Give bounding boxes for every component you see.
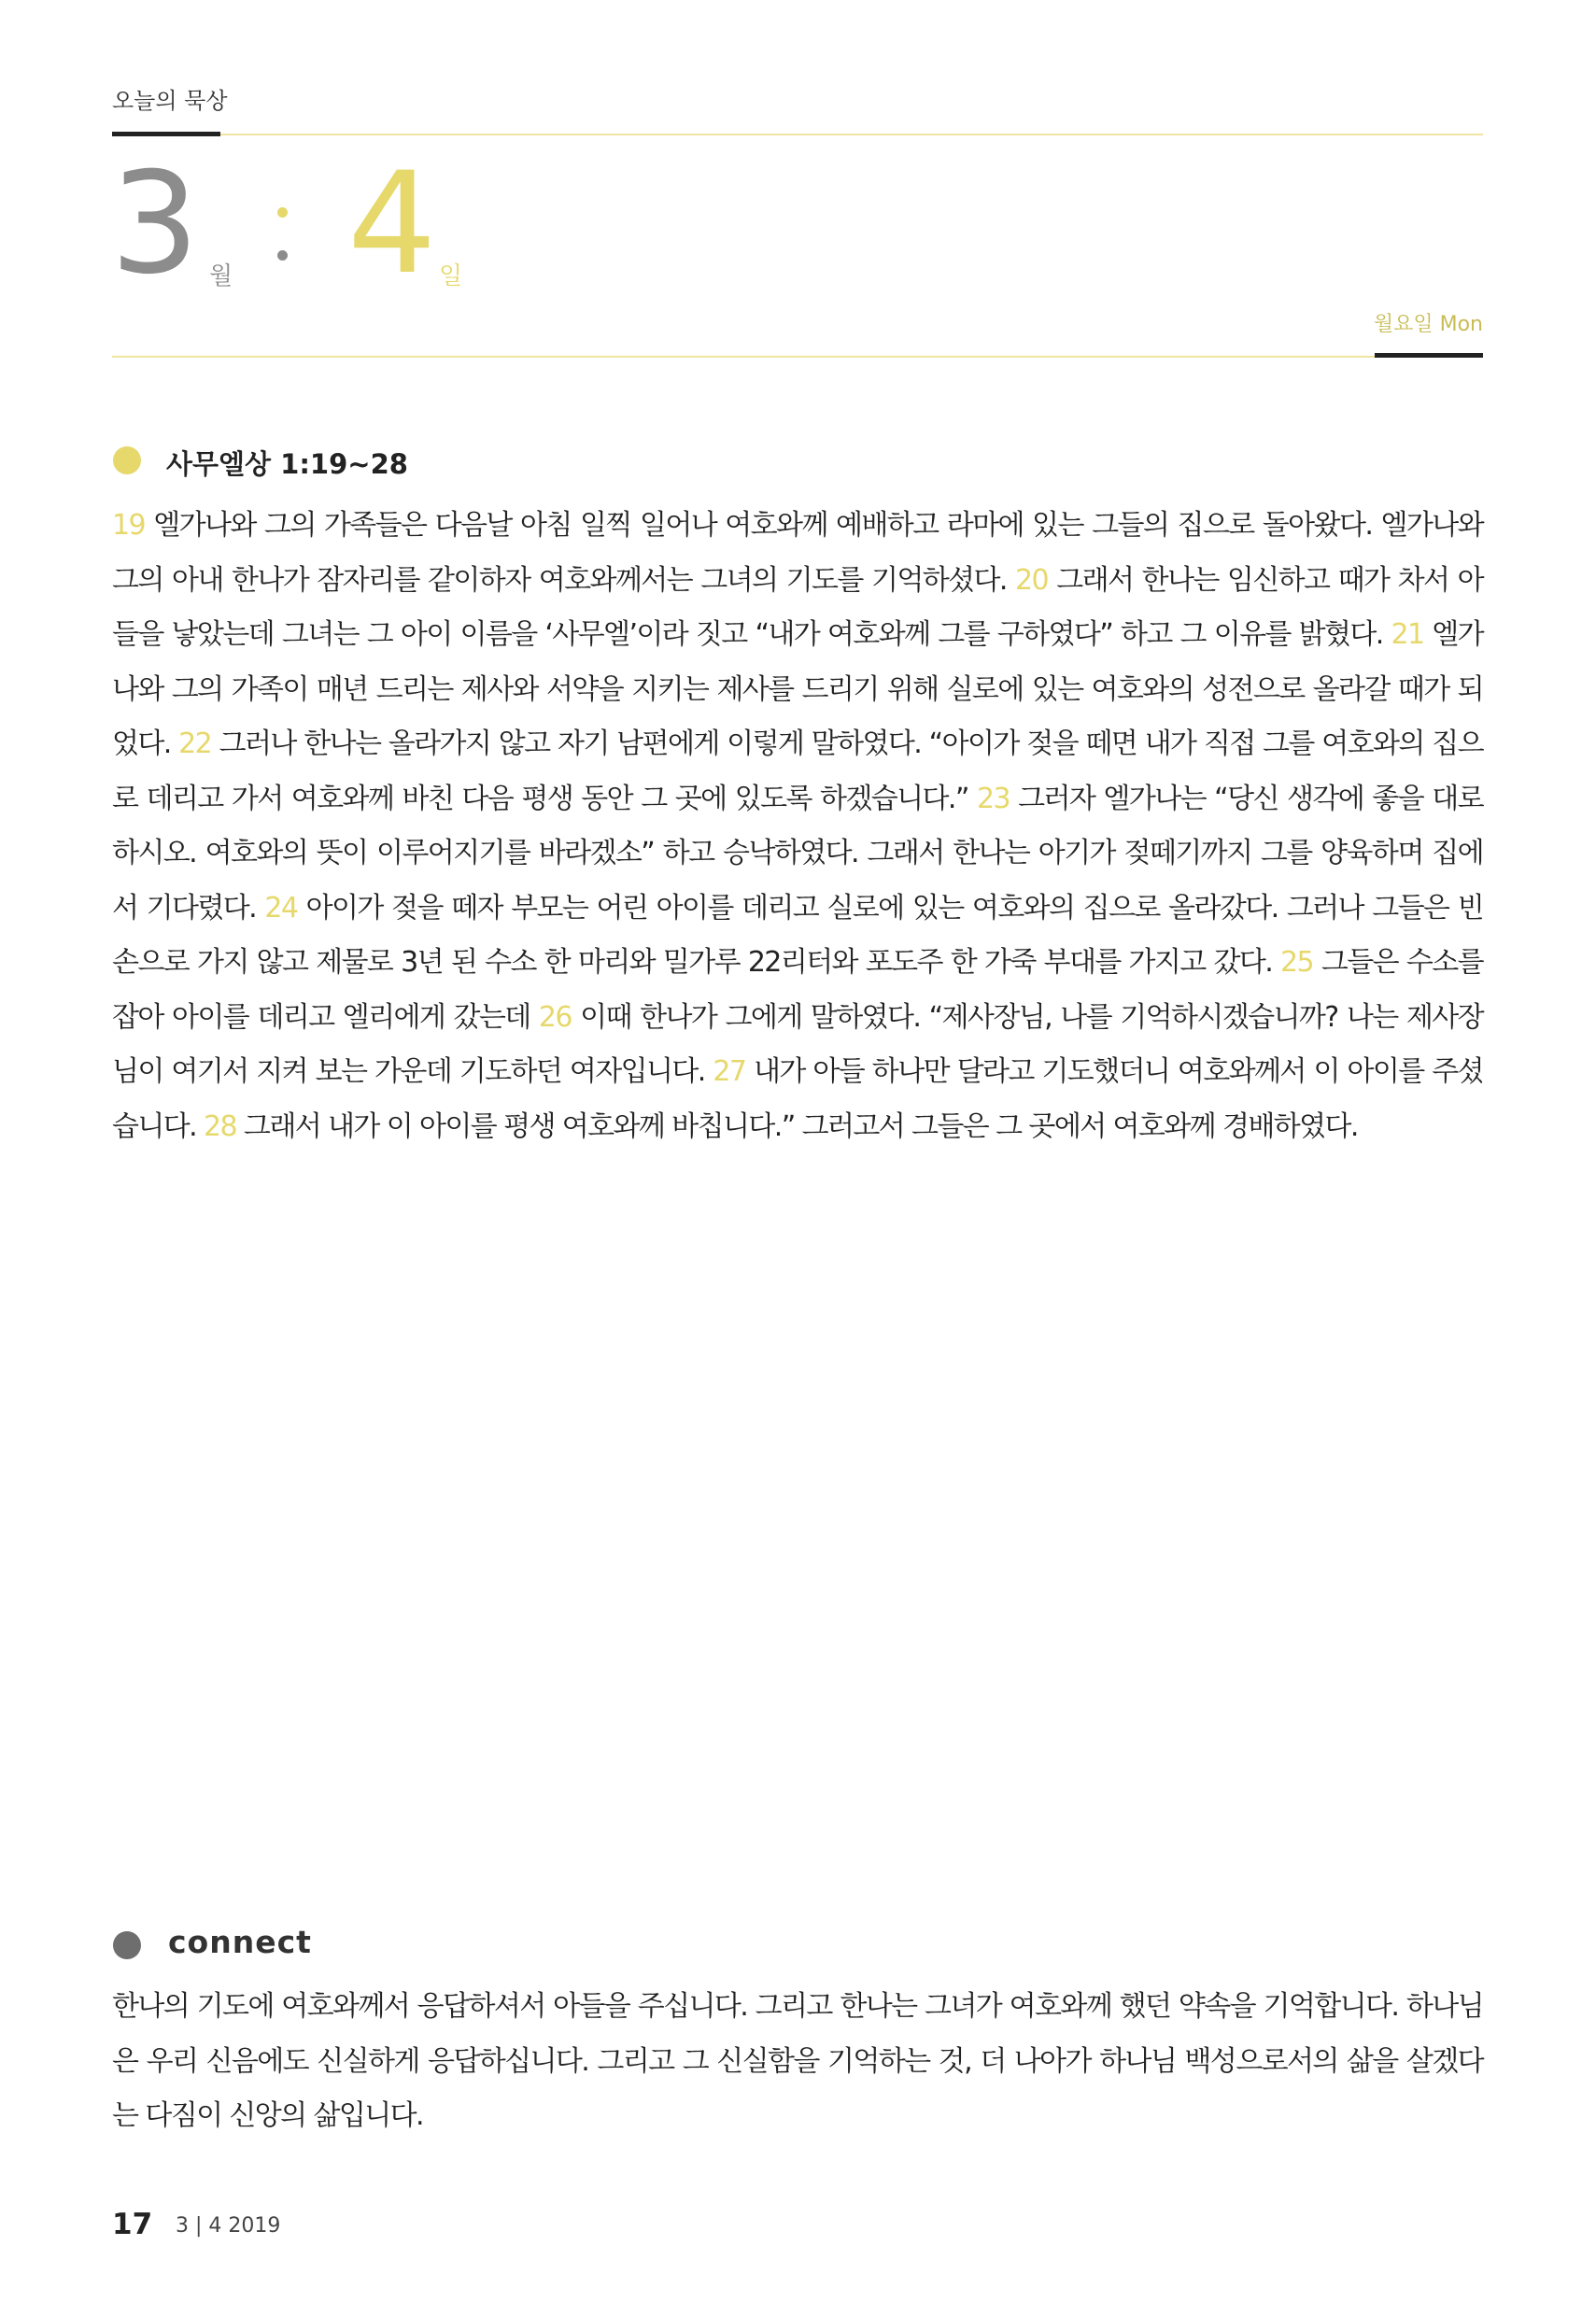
verse-number: 22	[178, 727, 212, 760]
verse-text: 엘가나와 그의 가족이 매년 드리는 제사와 서약을 지키는 제사를 드리기 위해 실로에 있는 여호와의 성전으로 올라갈 때가 되었다.	[112, 618, 1483, 760]
header-top-rule	[112, 134, 1483, 135]
section-label: 오늘의 묵상	[112, 88, 228, 114]
section-label-underline	[112, 132, 220, 136]
verse-number: 19	[112, 509, 145, 542]
verse-number: 20	[1015, 563, 1048, 597]
verse-text: 내가 아들 하나만 달라고 기도했더니 여호와께서 이 아이를 주셨습니다.	[112, 1055, 1483, 1143]
passage-bullet-icon	[113, 446, 141, 474]
connect-body: 한나의 기도에 여호와께서 응답하셔서 아들을 주십니다. 그리고 한나는 그녀가 여호와께 했던 약속을 기억합니다. 하나님은 우리 신음에도 신실하게 응답하십니다. 그리고 그 신실함을 기억하는 것, 더 나아가 하나님 백성으로서의 삶을 살겠다는 다짐이 신앙의 삶입니다.	[112, 1990, 1483, 2132]
weekday-underline	[1375, 353, 1483, 358]
day-unit: 일	[439, 262, 463, 290]
connect-title: connect	[168, 1924, 312, 1960]
date-colon-dot-top	[277, 207, 288, 218]
month-unit: 월	[209, 262, 233, 290]
date-colon-dot-bottom	[277, 250, 288, 261]
verse-text: 이때 한나가 그에게 말하였다. “제사장님, 나를 기억하시겠습니까? 나는 제사장님이 여기서 지켜 보는 가운데 기도하던 여자입니다.	[112, 1000, 1484, 1088]
verse-text: 그들은 수소를 잡아 아이를 데리고 엘리에게 갔는데	[112, 946, 1483, 1034]
weekday-label: 월요일 Mon	[1373, 313, 1483, 336]
month-number: 3	[110, 143, 200, 305]
verse-number: 24	[264, 891, 298, 925]
verse-text: 아이가 젖을 떼자 부모는 어린 아이를 데리고 실로에 있는 여호와의 집으로 올라갔다. 그러나 그들은 빈손으로 가지 않고 제물로 3년 된 수소 한 마리와 밀가루 22리터와 포도주 한 가죽 부대를 가지고 갔다.	[112, 891, 1483, 979]
verse-number: 25	[1280, 946, 1314, 979]
verse-text: 그래서 내가 이 아이를 평생 여호와께 바칩니다.” 그러고서 그들은 그 곳에서 여호와께 경배하였다.	[236, 1109, 1358, 1143]
passage-body	[112, 499, 1483, 1154]
issue-date: 3 | 4 2019	[176, 2214, 281, 2238]
day-number: 4	[347, 143, 437, 305]
verse-text: 엘가나와 그의 가족들은 다음날 아침 일찍 일어나 여호와께 예배하고 라마에 있는 그들의 집으로 돌아왔다. 엘가나와 그의 아내 한나가 잠자리를 같이하자 여호와께서는 그녀의 기도를 기억하셨다.	[112, 509, 1483, 597]
verse-number: 28	[204, 1109, 236, 1143]
verse-text: 그래서 한나는 임신하고 때가 차서 아들을 낳았는데 그녀는 그 아이 이름을 ‘사무엘’이라 짓고 “내가 여호와께 그를 구하였다” 하고 그 이유를 밝혔다.	[112, 563, 1483, 651]
verse-text: 그러나 한나는 올라가지 않고 자기 남편에게 이렇게 말하였다. “아이가 젖을 떼면 내가 직접 그를 여호와의 집으로 데리고 가서 여호와께 바친 다음 평생 동안 그 곳에 있도록 하겠습니다.”	[112, 727, 1483, 815]
passage-reference: 사무엘상 1:19~28	[166, 448, 408, 480]
verse-text: 그러자 엘가나는 “당신 생각에 좋을 대로 하시오. 여호와의 뜻이 이루어지기를 바라겠소” 하고 승낙하였다. 그래서 한나는 아기가 젖떼기까지 그를 양육하며 집에서 기다렸다.	[112, 782, 1484, 925]
verse-number: 26	[538, 1000, 572, 1034]
header-bottom-rule	[112, 356, 1483, 358]
verse-number: 23	[976, 782, 1010, 815]
page-number: 17	[112, 2208, 153, 2241]
connect-bullet-icon	[113, 1931, 141, 1959]
verse-number: 21	[1391, 618, 1424, 651]
verse-number: 27	[713, 1055, 746, 1088]
